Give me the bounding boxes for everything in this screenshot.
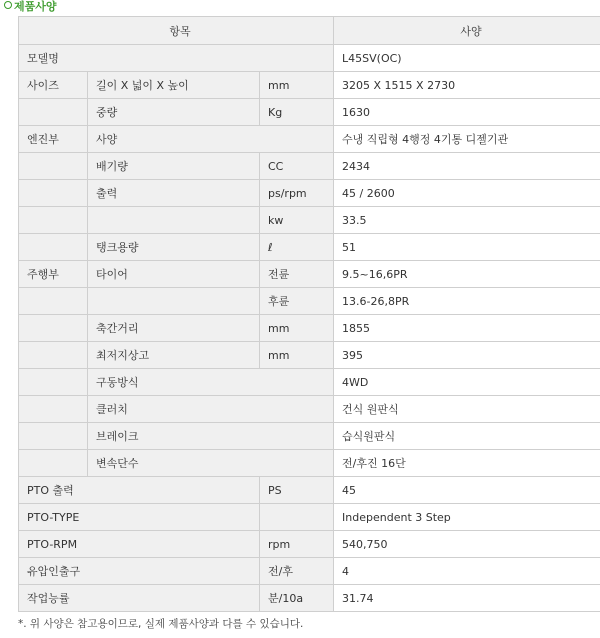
row-value: 전/후진 16단 (334, 450, 600, 477)
row-unit: PS (260, 477, 334, 504)
row-group (19, 288, 88, 315)
row-value: 33.5 (334, 207, 600, 234)
row-unit: 후륜 (260, 288, 334, 315)
spec-table (18, 16, 600, 612)
row-value: 540,750 (334, 531, 600, 558)
row-unit: mm (260, 315, 334, 342)
row-group (19, 342, 88, 369)
row-group (19, 423, 88, 450)
table-row (19, 531, 600, 558)
row-group (19, 153, 88, 180)
row-value: 13.6-26,8PR (334, 288, 600, 315)
table-row (19, 99, 600, 126)
table-row (19, 126, 600, 153)
row-label: 배기량 (88, 153, 260, 180)
table-row (19, 261, 600, 288)
row-label: 모델명 (19, 45, 334, 72)
row-group (19, 396, 88, 423)
table-row (19, 153, 600, 180)
row-label: PTO-RPM (19, 531, 260, 558)
row-value: L45SV(OC) (334, 45, 600, 72)
row-unit: mm (260, 72, 334, 99)
row-group (19, 234, 88, 261)
row-group (19, 180, 88, 207)
table-row (19, 504, 600, 531)
header-item: 항목 (19, 17, 334, 45)
footnote: *. 위 사양은 참고용이므로, 실제 제품사양과 다를 수 있습니다. (18, 618, 304, 630)
table-row (19, 423, 600, 450)
table-row (19, 477, 600, 504)
row-unit: mm (260, 342, 334, 369)
row-label: 변속단수 (88, 450, 334, 477)
row-unit: 전륜 (260, 261, 334, 288)
table-header-row (19, 17, 600, 45)
row-value: Independent 3 Step (334, 504, 600, 531)
table-row (19, 315, 600, 342)
row-label (88, 288, 260, 315)
row-group: 주행부 (19, 261, 88, 288)
row-value: 4 (334, 558, 600, 585)
row-value: 3205 X 1515 X 2730 (334, 72, 600, 99)
row-value: 45 (334, 477, 600, 504)
table-row (19, 585, 600, 612)
table-row (19, 234, 600, 261)
row-unit: rpm (260, 531, 334, 558)
row-unit: CC (260, 153, 334, 180)
section-title (4, 0, 57, 13)
row-value: 수냉 직립형 4행정 4기통 디젤기관 (334, 126, 600, 153)
row-value: 51 (334, 234, 600, 261)
row-value: 1855 (334, 315, 600, 342)
row-group (19, 207, 88, 234)
row-value: 건식 원판식 (334, 396, 600, 423)
row-unit (260, 504, 334, 531)
row-unit: Kg (260, 99, 334, 126)
row-label (88, 207, 260, 234)
table-row (19, 450, 600, 477)
row-label: 탱크용량 (88, 234, 260, 261)
row-label: 출력 (88, 180, 260, 207)
row-label: PTO 출력 (19, 477, 260, 504)
row-label: 사양 (88, 126, 334, 153)
row-value: 1630 (334, 99, 600, 126)
table-row (19, 396, 600, 423)
row-label: 타이어 (88, 261, 260, 288)
table-row (19, 207, 600, 234)
row-value: 395 (334, 342, 600, 369)
row-unit: 전/후 (260, 558, 334, 585)
row-label: 유압인출구 (19, 558, 260, 585)
table-row (19, 342, 600, 369)
row-value: 31.74 (334, 585, 600, 612)
row-value: 4WD (334, 369, 600, 396)
row-unit: kw (260, 207, 334, 234)
row-unit: 분/10a (260, 585, 334, 612)
row-group (19, 99, 88, 126)
row-label: 길이 X 넓이 X 높이 (88, 72, 260, 99)
row-group: 엔진부 (19, 126, 88, 153)
row-group: 사이즈 (19, 72, 88, 99)
row-value: 45 / 2600 (334, 180, 600, 207)
table-row (19, 369, 600, 396)
row-label: 축간거리 (88, 315, 260, 342)
circle-bullet-icon (4, 1, 12, 9)
row-label: 최저지상고 (88, 342, 260, 369)
row-value: 습식원판식 (334, 423, 600, 450)
row-value: 2434 (334, 153, 600, 180)
table-row (19, 558, 600, 585)
row-unit: ps/rpm (260, 180, 334, 207)
row-label: 중량 (88, 99, 260, 126)
section-title-text: 제품사양 (14, 0, 57, 13)
row-group (19, 369, 88, 396)
row-group (19, 450, 88, 477)
header-spec: 사양 (334, 17, 600, 45)
row-label: PTO-TYPE (19, 504, 260, 531)
table-row (19, 72, 600, 99)
row-label: 브레이크 (88, 423, 334, 450)
row-label: 구동방식 (88, 369, 334, 396)
row-value: 9.5~16,6PR (334, 261, 600, 288)
row-label: 작업능률 (19, 585, 260, 612)
table-row (19, 45, 600, 72)
table-row (19, 180, 600, 207)
row-label: 클러치 (88, 396, 334, 423)
row-group (19, 315, 88, 342)
table-row (19, 288, 600, 315)
row-unit: ℓ (260, 234, 334, 261)
